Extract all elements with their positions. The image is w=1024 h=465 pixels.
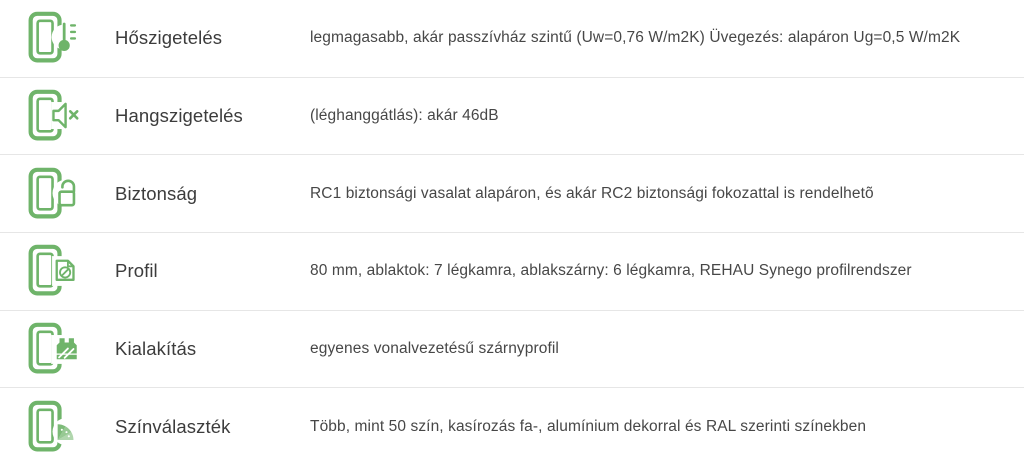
spec-label: Hőszigetelés — [115, 27, 223, 49]
spec-row-design — [0, 311, 1024, 389]
spec-description: Több, mint 50 szín, kasírozás fa-, alumínium dekorral és RAL szerinti színekben — [310, 417, 867, 435]
spec-row-sound — [0, 78, 1024, 156]
spec-description: legmagasabb, akár passzívház szintű (Uw=0,76 W/m2K) Üvegezés: alapáron Ug=0,5 W/m2K — [310, 29, 961, 47]
spec-row-thermal — [0, 0, 1024, 78]
window-profile-icon — [0, 243, 115, 299]
window-sash-design-icon — [0, 321, 115, 377]
spec-label: Hangszigetelés — [115, 105, 243, 126]
spec-description: RC1 biztonsági vasalat alapáron, és akár RC2 biztonsági fokozattal is rendelhetõ — [310, 184, 874, 202]
spec-label: Profil — [115, 260, 158, 282]
spec-description: (léghanggátlás): akár 46dB — [310, 107, 499, 124]
spec-row-security — [0, 155, 1024, 233]
window-color-fan-icon — [0, 399, 115, 455]
spec-label: Színválaszték — [115, 415, 231, 437]
spec-description: egyenes vonalvezetésű szárnyprofil — [310, 340, 559, 358]
window-unlock-icon — [0, 166, 115, 222]
spec-row-profile — [0, 233, 1024, 311]
spec-label: Biztonság — [115, 182, 198, 204]
window-thermometer-icon — [0, 10, 115, 66]
spec-row-colors — [0, 388, 1024, 465]
spec-description: 80 mm, ablaktok: 7 légkamra, ablakszárny: 6 légkamra, REHAU Synego profilrendszer — [310, 262, 912, 280]
spec-label: Kialakítás — [115, 338, 197, 360]
window-sound-mute-icon — [0, 88, 115, 144]
